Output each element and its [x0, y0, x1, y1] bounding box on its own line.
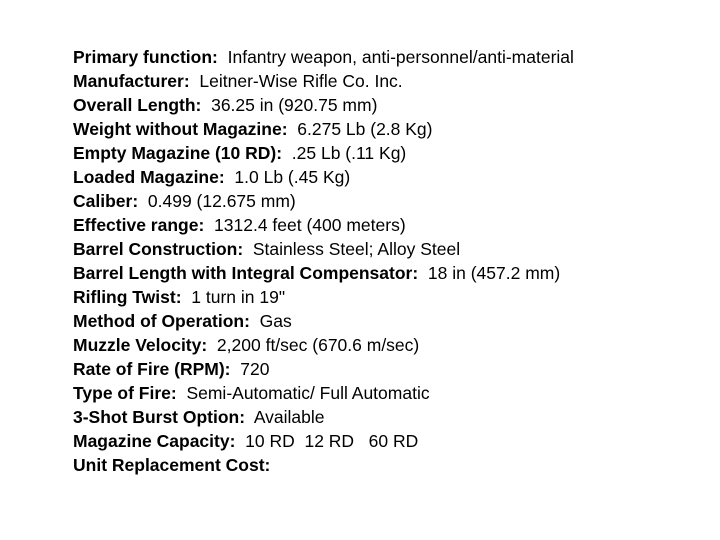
spec-row-weight-without-magazine: [73, 117, 574, 141]
spec-value: 720: [230, 359, 270, 379]
spec-value: Gas: [249, 311, 292, 331]
spec-label: Unit Replacement Cost:: [73, 455, 271, 475]
spec-label: Empty Magazine (10 RD):: [73, 143, 283, 163]
spec-row-caliber: [73, 189, 574, 213]
spec-value: 36.25 in (920.75 mm): [201, 95, 378, 115]
spec-value: 0.499 (12.675 mm): [138, 191, 296, 211]
spec-row-barrel-construction: [73, 237, 574, 261]
spec-value: 10 RD 12 RD 60 RD: [235, 431, 419, 451]
spec-row-method-of-operation: [73, 309, 574, 333]
spec-list: [73, 45, 574, 477]
spec-value: 1.0 Lb (.45 Kg): [224, 167, 351, 187]
spec-row-burst-option: [73, 405, 574, 429]
spec-label: Overall Length:: [73, 95, 202, 115]
spec-value: Leitner-Wise Rifle Co. Inc.: [189, 71, 403, 91]
spec-value: 2,200 ft/sec (670.6 m/sec): [207, 335, 420, 355]
spec-label: Rate of Fire (RPM):: [73, 359, 231, 379]
spec-row-effective-range: [73, 213, 574, 237]
spec-row-unit-replacement-cost: [73, 453, 574, 477]
spec-label: Barrel Construction:: [73, 239, 244, 259]
spec-label: Method of Operation:: [73, 311, 250, 331]
spec-value: 1 turn in 19": [181, 287, 286, 307]
spec-row-overall-length: [73, 93, 574, 117]
spec-row-empty-magazine: [73, 141, 574, 165]
spec-row-magazine-capacity: [73, 429, 574, 453]
spec-label: Type of Fire:: [73, 383, 177, 403]
spec-label: Effective range:: [73, 215, 205, 235]
spec-label: 3-Shot Burst Option:: [73, 407, 246, 427]
spec-row-primary-function: [73, 45, 574, 69]
spec-row-muzzle-velocity: [73, 333, 574, 357]
spec-label: Weight without Magazine:: [73, 119, 288, 139]
spec-label: Magazine Capacity:: [73, 431, 236, 451]
spec-value: Infantry weapon, anti-personnel/anti-material: [217, 47, 574, 67]
spec-value: 6.275 Lb (2.8 Kg): [287, 119, 433, 139]
spec-label: Manufacturer:: [73, 71, 190, 91]
spec-label: Muzzle Velocity:: [73, 335, 208, 355]
spec-row-type-of-fire: [73, 381, 574, 405]
spec-value: Available: [245, 407, 325, 427]
spec-row-rate-of-fire: [73, 357, 574, 381]
spec-value: .25 Lb (.11 Kg): [282, 143, 407, 163]
spec-value: 18 in (457.2 mm): [418, 263, 561, 283]
spec-value: 1312.4 feet (400 meters): [204, 215, 406, 235]
spec-label: Caliber:: [73, 191, 139, 211]
spec-row-rifling-twist: [73, 285, 574, 309]
spec-value: Stainless Steel; Alloy Steel: [243, 239, 461, 259]
spec-label: Rifling Twist:: [73, 287, 182, 307]
spec-label: Primary function:: [73, 47, 218, 67]
spec-label: Barrel Length with Integral Compensator:: [73, 263, 419, 283]
spec-row-barrel-length: [73, 261, 574, 285]
spec-value: Semi-Automatic/ Full Automatic: [176, 383, 430, 403]
spec-label: Loaded Magazine:: [73, 167, 225, 187]
spec-row-manufacturer: [73, 69, 574, 93]
spec-row-loaded-magazine: [73, 165, 574, 189]
